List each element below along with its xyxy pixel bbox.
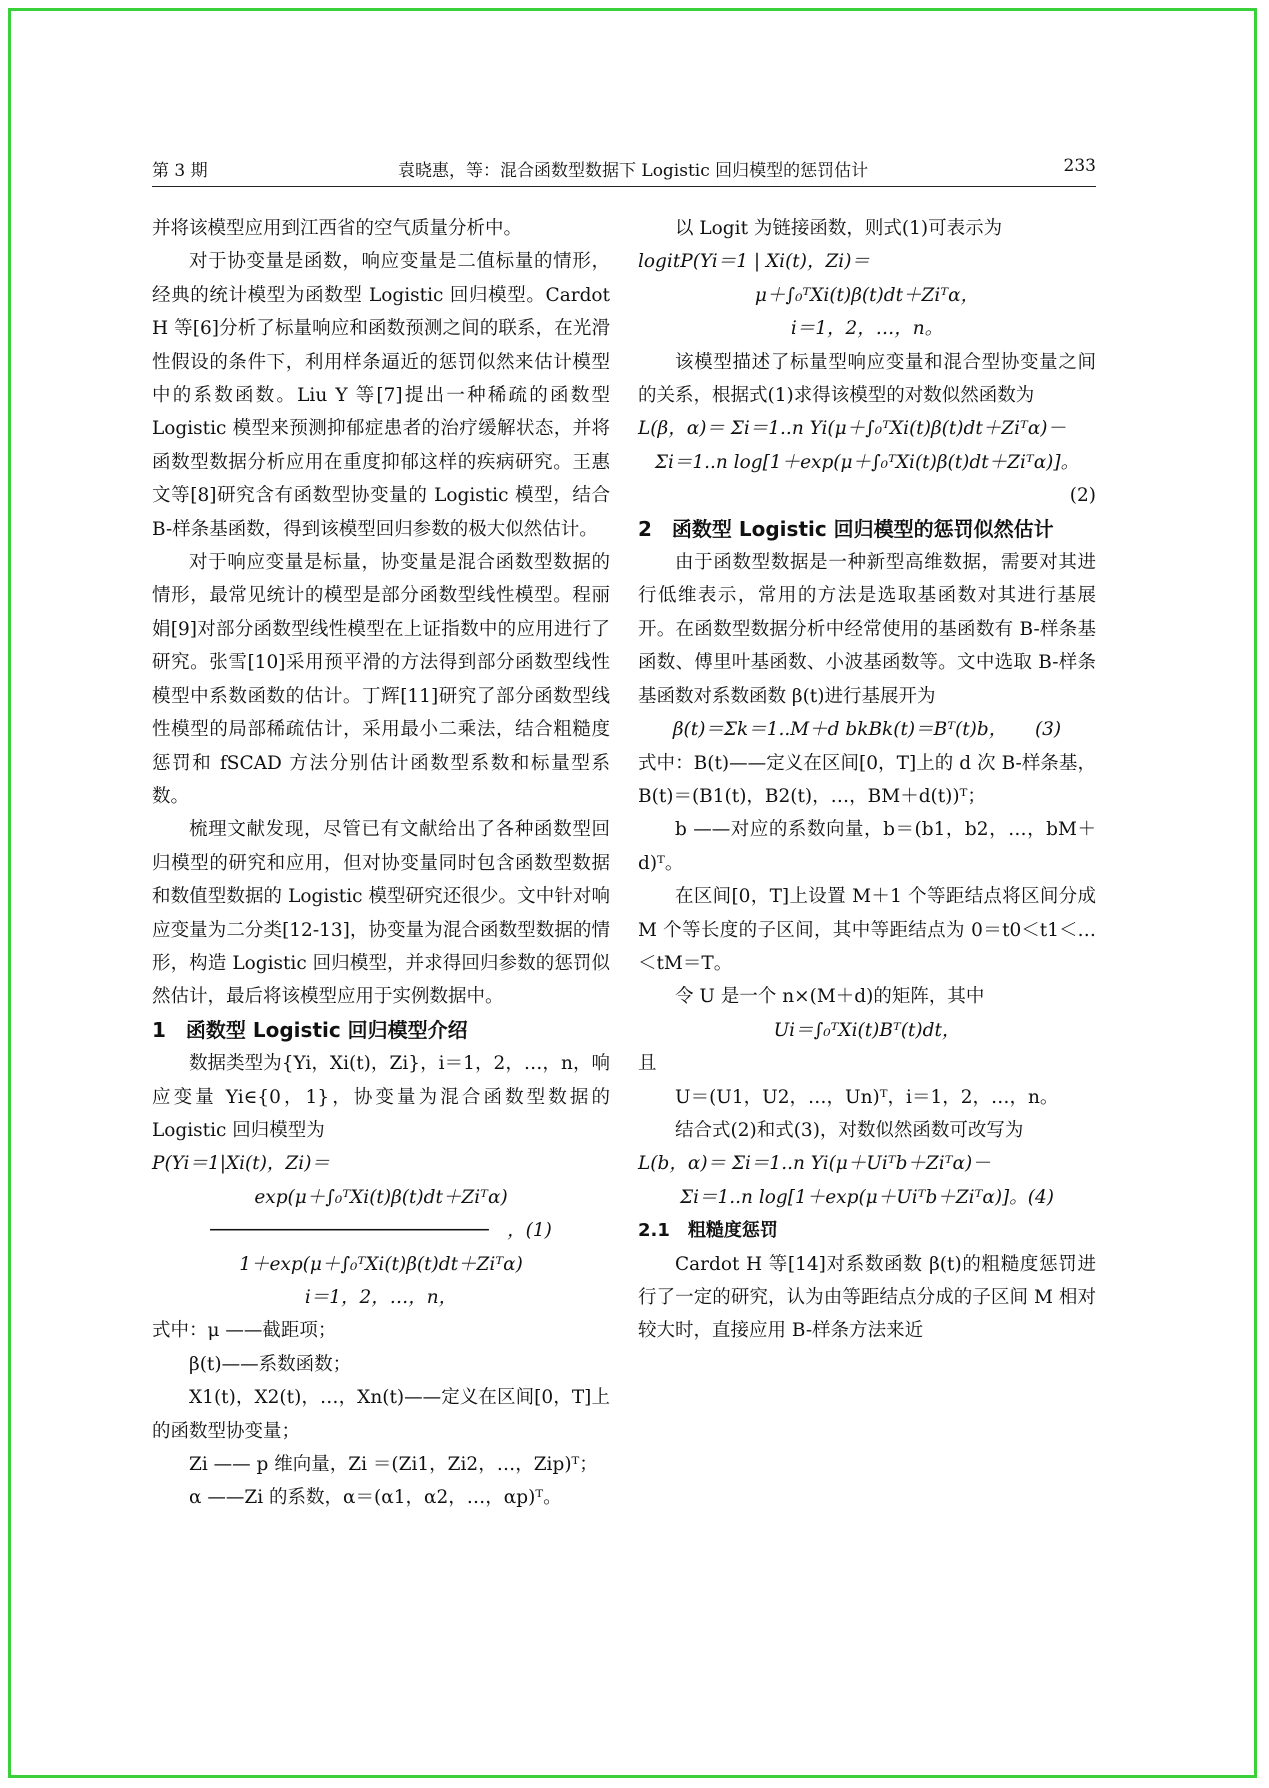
- paragraph: 对于协变量是函数，响应变量是二值标量的情形，经典的统计模型为函数型 Logistic 回归模型。Cardot H 等[6]分析了标量响应和函数预测之间的联系，在光滑性假设的条件下，利用样条逼近的惩罚似然来估计模型中的系数函数。Liu Y 等[7]提出一种稀疏的函数型 Logistic 模型来预测抑郁症患者的治疗缓解状态，并将函数型数据分析应用在重度抑郁这样的疾病研究。王惠文等[8]研究含有函数型协变量的 Logistic 模型，结合 B-样条基函数，得到该模型回归参数的极大似然估计。: [152, 251, 610, 540]
- paragraph: 该模型描述了标量型响应变量和混合型协变量之间的关系，根据式(1)求得该模型的对数似然函数为: [638, 351, 1096, 407]
- paragraph: b ——对应的系数向量，b＝(b1，b2，…，bM＋d)ᵀ。: [638, 819, 1096, 874]
- paragraph: 由于函数型数据是一种新型高维数据，需要对其进行低维表示，常用的方法是选取基函数对其进行基展开。在函数型数据分析中经常使用的基函数有 B-样条基函数、傅里叶基函数、小波基函数等。文中选取 B-样条基函数对系数函数 β(t)进行基展开为: [638, 552, 1096, 707]
- paragraph: 并将该模型应用到江西省的空气质量分析中。: [152, 218, 523, 239]
- equation: P(Yi＝1|Xi(t)，Zi)＝: [152, 1153, 330, 1175]
- issue-number: 第 3 期: [152, 161, 208, 181]
- equation: Σi＝1..n log[1＋exp(μ＋∫₀ᵀXi(t)β(t)dt＋Ziᵀα)]。: [654, 451, 1080, 473]
- equation: ───────────────────────── ，(1): [210, 1220, 552, 1242]
- equation: L(b，α)＝ Σi＝1..n Yi(μ＋Uiᵀb＋Ziᵀα)－: [638, 1153, 991, 1175]
- equation: i＝1，2，…，n。: [790, 318, 944, 340]
- running-header: [152, 156, 1096, 187]
- paragraph: 式中：μ ——截距项；: [152, 1320, 337, 1342]
- paragraph: Cardot H 等[14]对系数函数 β(t)的粗糙度惩罚进行了一定的研究，认为由等距结点分成的子区间 M 相对较大时，直接应用 B-样条方法来近: [638, 1253, 1096, 1342]
- paragraph: Zi —— p 维向量，Zi ＝(Zi1，Zi2，…，Zip)ᵀ；: [189, 1454, 598, 1476]
- equation: i＝1，2，…，n，: [304, 1287, 458, 1308]
- paragraph: 梳理文献发现，尽管已有文献给出了各种函数型回归模型的研究和应用，但对协变量同时包含函数型数据和数值型数据的 Logistic 模型研究还很少。文中针对响应变量为二分类[12-13]，协变量为混合函数型数据的情形，构造 Logistic 回归模型，并求得回归参数的惩罚似然估计，最后将该模型应用于实例数据中。: [152, 819, 610, 1008]
- paragraph: 以 Logit 为链接函数，则式(1)可表示为: [675, 218, 1003, 239]
- paragraph: 结合式(2)和式(3)，对数似然函数可改写为: [675, 1119, 1024, 1141]
- paragraph: X1(t)，X2(t)，…，Xn(t)——定义在区间[0，T]上的函数型协变量；: [152, 1387, 610, 1442]
- equation: Σi＝1..n log[1＋exp(μ＋Uiᵀb＋Ziᵀα)]。(4): [680, 1186, 1054, 1208]
- equation: 1＋exp(μ＋∫₀ᵀXi(t)β(t)dt＋Ziᵀα): [239, 1253, 523, 1275]
- equation: Ui＝∫₀ᵀXi(t)Bᵀ(t)dt，: [773, 1019, 961, 1041]
- section-heading: 1 函数型 Logistic 回归模型介绍: [152, 1017, 468, 1042]
- equation: exp(μ＋∫₀ᵀXi(t)β(t)dt＋Ziᵀα): [254, 1186, 508, 1208]
- paragraph: α ——Zi 的系数，α＝(α1，α2，…，αp)ᵀ。: [189, 1487, 562, 1509]
- paragraph: 且: [638, 1053, 657, 1075]
- equation: logitP(Yi＝1 | Xi(t)，Zi)＝: [638, 251, 870, 273]
- right-column: [638, 212, 1096, 1348]
- subsection-heading: 2.1 粗糙度惩罚: [638, 1220, 778, 1242]
- running-title: 袁晓惠，等：混合函数型数据下 Logistic 回归模型的惩罚估计: [398, 161, 869, 181]
- equation: L(β，α)＝ Σi＝1..n Yi(μ＋∫₀ᵀXi(t)β(t)dt＋Ziᵀα)－: [638, 418, 1067, 440]
- equation-number: (2): [1069, 485, 1096, 507]
- paragraph: 令 U 是一个 n×(M＋d)的矩阵，其中: [675, 986, 985, 1008]
- paragraph: 数据类型为{Yi，Xi(t)，Zi}，i＝1，2，…，n，响应变量 Yi∈{0，1}，协变量为混合函数型数据的 Logistic 回归模型为: [152, 1053, 610, 1141]
- paragraph: U＝(U1，U2，…，Un)ᵀ，i＝1，2，…，n。: [675, 1086, 1059, 1108]
- paragraph: 式中：B(t)——定义在区间[0，T]上的 d 次 B-样条基，B(t)＝(B1(t)，B2(t)，…，BM＋d(t))ᵀ；: [638, 752, 1096, 807]
- paragraph: 对于响应变量是标量，协变量是混合函数型数据的情形，最常见统计的模型是部分函数型线性模型。程丽娟[9]对部分函数型线性模型在上证指数中的应用进行了研究。张雪[10]采用预平滑的方法得到部分函数型线性模型中系数函数的估计。丁辉[11]研究了部分函数型线性模型的局部稀疏估计，采用最小二乘法，结合粗糙度惩罚和 fSCAD 方法分别估计函数型系数和标量型系数。: [152, 552, 610, 807]
- section-heading: 2 函数型 Logistic 回归模型的惩罚似然估计: [638, 516, 1054, 541]
- left-column: [152, 212, 610, 1515]
- paragraph: 在区间[0，T]上设置 M＋1 个等距结点将区间分成 M 个等长度的子区间，其中等距结点为 0＝t0＜t1＜…＜tM＝T。: [638, 886, 1096, 974]
- page-number: 233: [1063, 156, 1096, 176]
- equation: μ＋∫₀ᵀXi(t)β(t)dt＋Ziᵀα，: [754, 284, 980, 306]
- paragraph: β(t)——系数函数；: [189, 1353, 352, 1375]
- equation: β(t)＝Σk＝1..M＋d bkBk(t)＝Bᵀ(t)b， (3): [672, 719, 1062, 741]
